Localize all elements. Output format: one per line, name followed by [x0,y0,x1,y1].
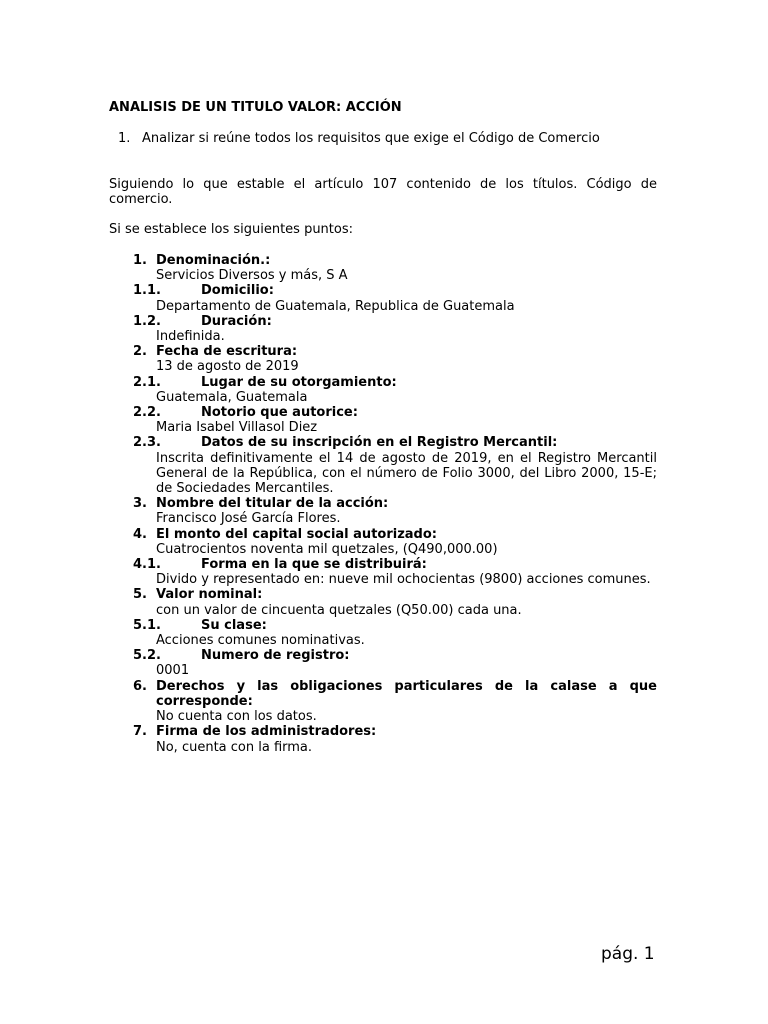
requirement-item-5 [0,587,768,617]
requirement-value: 0001 [156,663,190,679]
requirement-item-2-2 [0,405,768,435]
requirement-number: 6. [133,678,147,694]
requirement-value: Maria Isabel Villasol Diez [156,420,318,436]
requirement-value: Guatemala, Guatemala [156,389,308,405]
requirement-label: Valor nominal: [156,587,263,603]
requirement-label: Lugar de su otorgamiento: [201,374,397,390]
requirement-label: Fecha de escritura: [156,344,298,360]
intro-item-text: Analizar si reúne todos los requisitos que exige el Código de Comercio [142,131,600,146]
requirement-label: Nombre del titular de la acción: [156,496,389,512]
requirement-label: Denominación.: [156,253,271,268]
requirement-value: Cuatrocientos noventa mil quetzales, (Q490,000.00) [156,541,498,557]
requirement-item-1-1 [0,283,768,313]
requirement-value: Servicios Diversos y más, S A [156,268,348,284]
requirement-label: Notorio que autorice: [201,405,358,421]
requirement-item-5-2 [0,648,768,678]
requirement-label: Firma de los administradores: [156,724,377,740]
requirement-value: 13 de agosto de 2019 [156,359,299,375]
requirement-item-2-1 [0,375,768,405]
requirement-label: Numero de registro: [201,648,350,664]
requirement-item-1-2 [0,314,768,344]
requirement-label: El monto del capital social autorizado: [156,526,437,542]
points-intro-paragraph: Si se establece los siguientes puntos: [109,222,354,237]
requirement-number: 4. [133,526,147,542]
requirement-number: 4.1. [133,557,161,573]
requirement-value: Departamento de Guatemala, Republica de Guatemala [156,298,515,314]
requirement-value: Acciones comunes nominativas. [156,633,365,649]
requirement-number: 2.1. [133,374,161,390]
requirement-number: 2.2. [133,405,161,421]
requirement-item-5-1 [0,618,768,648]
requirement-number: 2.3. [133,435,161,451]
requirement-number: 5.1. [133,617,161,633]
requirement-label: Su clase: [201,617,267,633]
requirement-number: 7. [133,724,147,740]
requirement-label: Derechos y las obligaciones particulares de la calase a que corresponde: [156,678,657,709]
requirement-value: No cuenta con los datos. [156,709,317,725]
requirement-label: Domicilio: [201,283,274,299]
requirement-number: 3. [133,496,147,512]
requirement-item-7 [0,724,768,754]
requirement-number: 1.2. [133,313,161,329]
intro-item-number: 1. [118,131,131,146]
document-title: ANALISIS DE UN TITULO VALOR: ACCIÓN [109,100,402,115]
requirement-value: Divido y representado en: nueve mil ochocientas (9800) acciones comunes. [156,572,651,588]
intro-paragraph: Siguiendo lo que estable el artículo 107 contenido de los títulos. Código de comercio. [109,177,657,208]
requirement-item-3 [0,496,768,526]
requirement-value: Francisco José García Flores. [156,511,341,527]
requirement-number: 1.1. [133,283,161,299]
requirement-number: 5.2. [133,648,161,664]
requirement-number: 5. [133,587,147,603]
requirement-value: con un valor de cincuenta quetzales (Q50.00) cada una. [156,602,522,618]
requirement-value: Inscrita definitivamente el 14 de agosto de 2019, en el Registro Mercantil General de la República, con el número de Folio 3000, del Libro 2000, 15-E; de Sociedades Mercantiles. [156,450,657,497]
page-number: pág. 1 [601,944,655,964]
requirement-item-2 [0,344,768,374]
requirement-item-1 [0,253,768,283]
requirements-list [0,253,768,755]
requirement-number: 1. [133,253,147,268]
requirement-item-6 [0,679,768,725]
requirement-number: 2. [133,344,147,360]
requirement-value: No, cuenta con la firma. [156,739,313,755]
intro-list-item [118,131,600,146]
requirement-label: Duración: [201,313,272,329]
requirement-item-4-1 [0,557,768,587]
requirement-value: Indefinida. [156,329,225,345]
requirement-item-4 [0,527,768,557]
requirement-label: Forma en la que se distribuirá: [201,557,427,573]
requirement-item-2-3 [0,435,768,496]
requirement-label: Datos de su inscripción en el Registro Mercantil: [201,435,558,451]
